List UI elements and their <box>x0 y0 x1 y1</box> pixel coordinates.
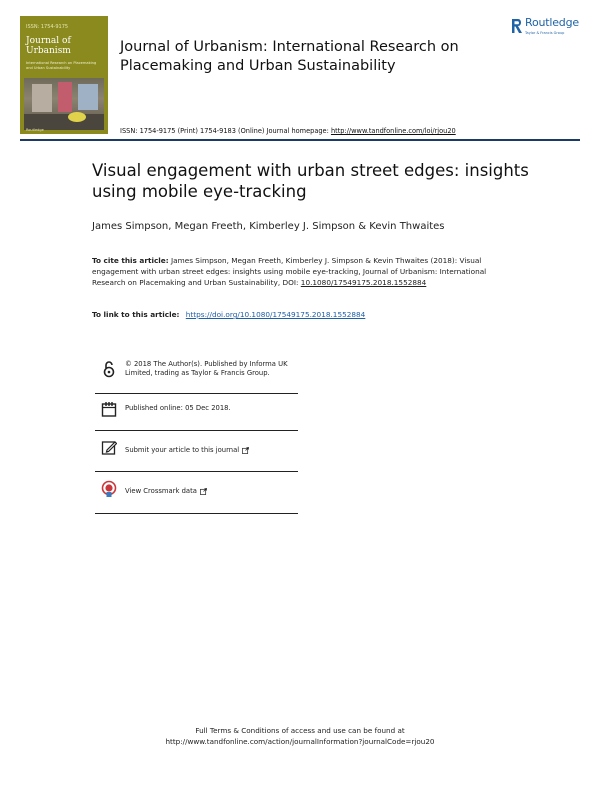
divider <box>95 471 298 472</box>
calendar-icon <box>101 400 117 418</box>
citation-block <box>92 256 512 288</box>
edit-icon <box>101 439 117 457</box>
cover-subtitle: International Research on Placemaking and Urban Sustainability <box>26 61 97 70</box>
publisher-name: Routledge <box>525 16 579 29</box>
license-row <box>95 358 298 394</box>
cover-issn: ISSN: 1754-9175 <box>26 24 69 30</box>
cover-photo <box>24 78 104 130</box>
divider <box>95 393 298 394</box>
terms-line1: Full Terms & Conditions of access and use can be found at <box>195 726 405 735</box>
journal-homepage-link[interactable]: http://www.tandfonline.com/loi/rjou20 <box>330 127 456 135</box>
article-doi-link[interactable]: https://doi.org/10.1080/17549175.2018.1552884 <box>185 310 366 319</box>
link-label: To link to this article: <box>92 310 180 319</box>
citation-text: James Simpson, Megan Freeth, Kimberley J. Simpson & Kevin Thwaites (2018): Visual engagement with urban street edges: insights using mobile eye-tracking, Journal of Urbanism: International Research on Placemaking and Urban Sustainability, DOI: <box>92 256 487 287</box>
issn-text: ISSN: 1754-9175 (Print) 1754-9183 (Online) Journal homepage: <box>120 127 329 135</box>
divider <box>95 513 298 514</box>
crossmark-label: View Crossmark data <box>125 487 197 495</box>
published-row <box>95 398 298 426</box>
external-link-icon <box>200 488 207 495</box>
publisher-logo <box>510 16 592 40</box>
issn-line <box>120 127 456 135</box>
routledge-r-icon <box>510 18 524 34</box>
crossmark-icon <box>101 480 117 498</box>
cover-title <box>26 36 71 56</box>
external-link-icon <box>242 447 249 454</box>
terms-url[interactable]: http://www.tandfonline.com/action/journalInformation?journalCode=rjou20 <box>165 737 435 746</box>
divider <box>95 430 298 431</box>
article-title: Visual engagement with urban street edges: insights using mobile eye-tracking <box>92 161 529 201</box>
cover-title-line1: Journal of <box>26 36 71 46</box>
published-text: Published online: 05 Dec 2018. <box>125 404 231 412</box>
crossmark-row[interactable] <box>95 478 298 506</box>
citation-label: To cite this article: <box>92 256 169 265</box>
publisher-tagline: Taylor & Francis Group <box>525 31 565 35</box>
submit-article-link[interactable] <box>125 446 300 455</box>
terms-footer <box>0 725 600 747</box>
article-authors: James Simpson, Megan Freeth, Kimberley J. Simpson & Kevin Thwaites <box>92 221 445 232</box>
crossmark-link[interactable] <box>125 487 300 496</box>
header-divider <box>20 139 580 141</box>
cover-title-line2: Urbanism <box>26 46 71 56</box>
open-access-icon <box>101 360 117 378</box>
citation-doi-link[interactable]: 10.1080/17549175.2018.1552884 <box>300 277 427 287</box>
cover-publisher: Routledge <box>26 128 44 132</box>
article-link-line <box>92 310 365 319</box>
journal-cover <box>20 16 108 134</box>
submit-article-label: Submit your article to this journal <box>125 446 240 454</box>
journal-title: Journal of Urbanism: International Research on Placemaking and Urban Sustainability <box>120 39 459 74</box>
submit-row[interactable] <box>95 437 298 465</box>
license-text: © 2018 The Author(s). Published by Informa UK Limited, trading as Taylor & Francis Group. <box>125 360 288 377</box>
